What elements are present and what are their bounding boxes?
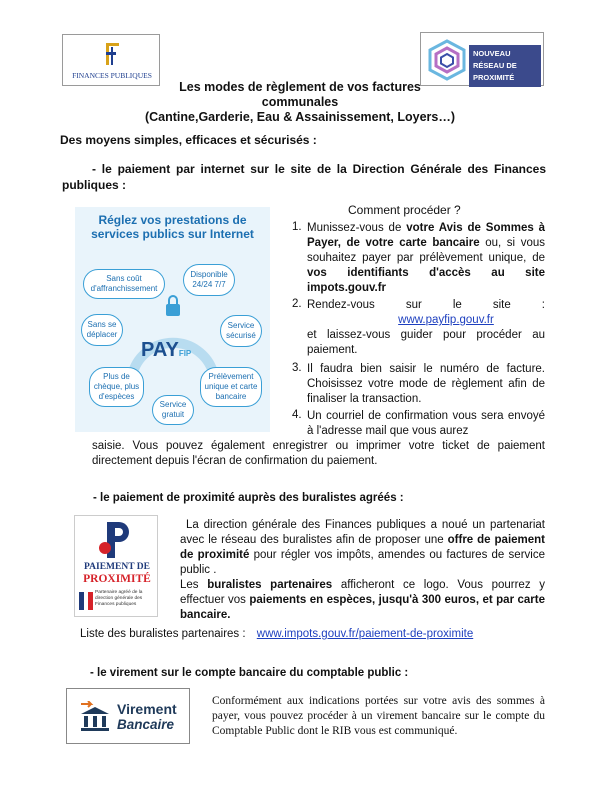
virement-bancaire-logo (66, 688, 190, 744)
step-number-1: 1. (292, 221, 302, 233)
title-line-2: communales (261, 95, 339, 109)
marianne-flag-icon (79, 592, 93, 610)
step-2 (307, 298, 545, 358)
bubble-deplacer: Sans se déplacer (81, 314, 123, 346)
proximite-text (180, 518, 545, 578)
virement-section-heading: - le virement sur le compte bancaire du comptable public : (90, 667, 409, 679)
proximite-text-d: Les (180, 579, 208, 591)
p-logo-icon (97, 520, 137, 560)
proximite-text-e: buralistes partenaires (207, 579, 333, 591)
finances-publiques-logo (62, 34, 160, 86)
payfip-link[interactable]: www.payfip.gouv.fr (398, 314, 494, 326)
p-logo-line1: PAIEMENT DE (84, 562, 150, 572)
bubble-cheque: Plus de chèque, plus d'espèces (89, 367, 144, 407)
p-logo-line2: PROXIMITÉ (83, 573, 151, 585)
step2-text-b: et laissez-vous guider pour procéder au paiement. (307, 329, 545, 356)
payfip-brand-text: PAY (141, 339, 179, 361)
payfip-brand-sub: FIP (178, 349, 192, 358)
proximite-text-b: offre de paiement de proximité (180, 534, 546, 561)
proximite-text-c: pour régler vos impôts, amendes ou factures de service public . (180, 549, 545, 576)
step-number-4: 4. (292, 409, 302, 421)
internet-section-heading: - le paiement par internet sur le site de la Direction Générale des Finances publiques : (62, 162, 546, 192)
bubble-securise: Service sécurisé (220, 315, 262, 347)
proximite-text-f: afficheront ce logo. Vous pourrez y effectuer vos (180, 579, 545, 606)
page-title (0, 80, 600, 125)
virement-logo-line1: Virement (117, 701, 177, 717)
buralistes-list-row (80, 628, 473, 640)
how-title: Comment procéder ? (348, 203, 461, 217)
payfip-brand (141, 339, 191, 362)
proximite-section-heading: - le paiement de proximité auprès des buralistes agréés : (93, 492, 404, 504)
proximite-text-2 (180, 578, 545, 623)
intro-text: Des moyens simples, efficaces et sécurisés : (60, 133, 317, 147)
step1-text-d: vos identifiants d'accès au site impots.gouv.fr (307, 267, 545, 294)
step1-text-b: votre Avis de Sommes à Payer, de votre carte bancaire (307, 222, 545, 249)
finances-emblem-icon (103, 41, 121, 67)
title-line-3: (Cantine,Garderie, Eau & Assainissement, Loyers…) (144, 110, 456, 124)
bubble-disponible: Disponible 24/24 7/7 (183, 264, 235, 296)
step-4a: Un courriel de confirmation vous sera envoyé à l'adresse mail que vous aurez (307, 410, 545, 437)
buralistes-list-label: Liste des buralistes partenaires : (80, 628, 246, 640)
hexagon-icon (427, 39, 467, 81)
title-line-1: Les modes de règlement de vos factures (179, 80, 421, 94)
finances-logo-label: FINANCES PUBLIQUES (72, 71, 152, 80)
reseau-logo-label: NOUVEAU RÉSEAU DE PROXIMITÉ (469, 45, 541, 87)
step1-text-c: ou, si vous souhaitez payer par prélèvement unique, de (307, 237, 545, 264)
bank-building-icon (75, 701, 119, 733)
proximite-text-a: La direction générale des Finances publiques a noué un partenariat avec le réseau des buralistes afin de proposer une (180, 519, 545, 546)
step-1 (307, 221, 545, 296)
payfip-poster (75, 207, 270, 432)
paiement-proximite-link[interactable]: www.impots.gouv.fr/paiement-de-proximite (256, 628, 474, 640)
p-logo-small-text: Partenaire agréé de la direction générale des Finances publiques (95, 590, 143, 607)
bubble-prelevement: Prélèvement unique et carte bancaire (200, 367, 262, 407)
bubble-affranchissement: Sans coût d'affranchissement (83, 269, 165, 299)
step1-text-a: Munissez-vous de (307, 222, 407, 234)
step-number-2: 2. (292, 298, 302, 310)
paiement-proximite-logo (74, 515, 158, 617)
reseau-proximite-logo (420, 32, 544, 86)
bubble-gratuit: Service gratuit (152, 395, 194, 425)
step-3: Il faudra bien saisir le numéro de facture. Choisissez votre mode de règlement afin de finaliser la transaction. (307, 363, 545, 405)
virement-text: Conformément aux indications portées sur votre avis des sommes à payer, vous pouvez procéder à un virement bancaire sur le compte du Comptable Public dont le RIB vous est communiqué. (212, 695, 545, 737)
poster-title: Réglez vos prestations de services publics sur Internet (91, 213, 254, 241)
virement-logo-line2: Bancaire (117, 717, 175, 732)
step-4b: saisie. Vous pouvez également enregistrer ou imprimer votre ticket de paiement directement depuis l'écran de confirmation du paiement. (92, 440, 545, 467)
step2-text-a: Rendez-vous sur le site : (307, 299, 545, 311)
step-number-3: 3. (292, 362, 302, 374)
proximite-text-g: paiements en espèces, jusqu'à 300 euros, et par carte bancaire. (180, 594, 545, 621)
